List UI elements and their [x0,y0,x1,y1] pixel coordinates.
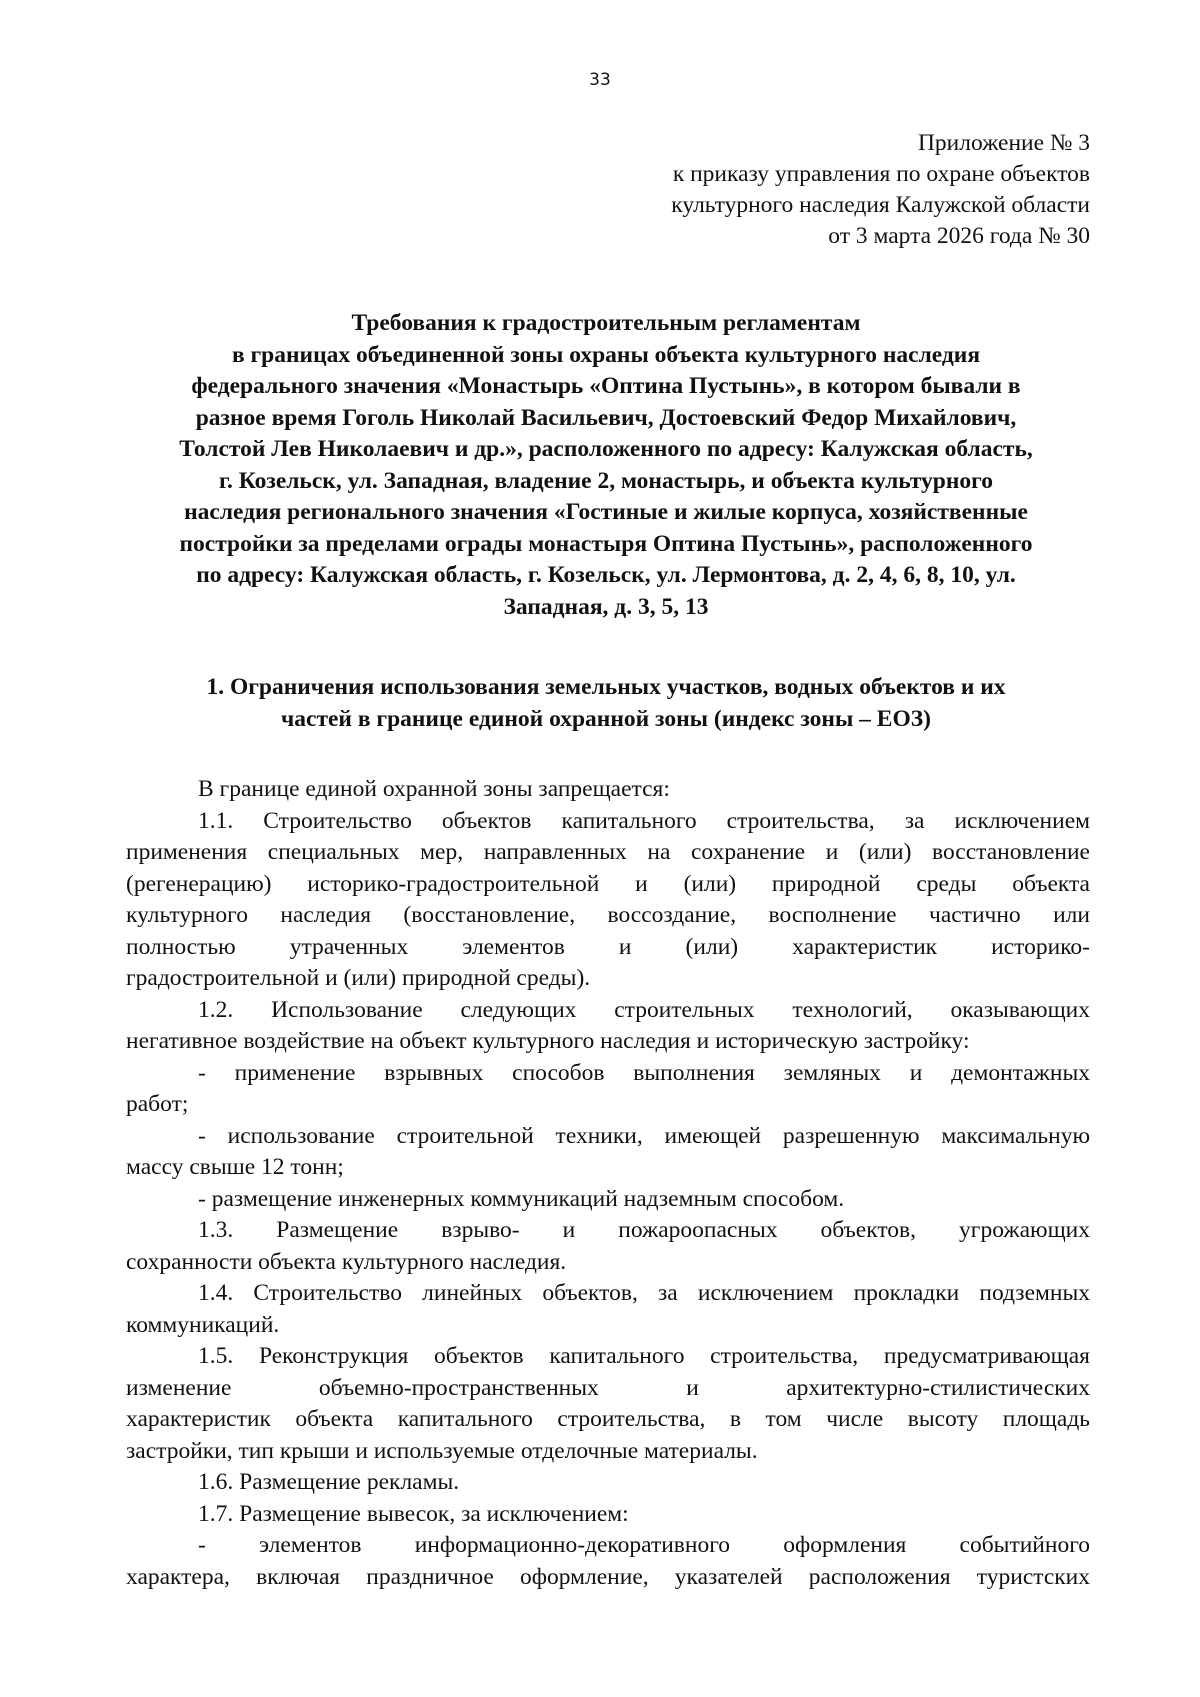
bullet-signs-text: характера, включая праздничное оформление, указателей расположения туристских [126,1563,1090,1590]
item-1-4: 1.4. Строительство линейных объектов, за исключением прокладки подземных [198,1280,1090,1306]
item-1-2: 1.2. Использование следующих строительных технологий, оказывающих [198,996,1090,1023]
page-number: 33 [589,70,611,90]
section-1-body [126,774,1090,1593]
item-1-1-text: применения специальных мер, направленных на сохранение и (или) восстановление [126,839,1090,865]
appendix-line: к приказу управления по охране объектов [672,161,1090,187]
bullet-utilities: - размещение инженерных коммуникаций надземным способом. [198,1185,845,1212]
title-line: Толстой Лев Николаевич и др.», расположенного по адресу: Калужская область, [179,436,1033,462]
item-1-4-text: коммуникаций. [126,1311,280,1338]
appendix-line: от 3 марта 2026 года № 30 [828,223,1090,249]
item-1-1: 1.1. Строительство объектов капитального строительства, за исключением [198,807,1090,834]
item-1-1-text: культурного наследия (восстановление, воссоздание, восполнение частично или [126,902,1090,928]
bullet-machinery-text: массу свыше 12 тонн; [126,1154,344,1180]
intro-line: В границе единой охранной зоны запрещается: [198,776,670,802]
heading-line: 1. Ограничения использования земельных участков, водных объектов и их [206,674,1006,700]
item-1-3-text: сохранности объекта культурного наследия. [126,1248,567,1275]
item-1-5-text: характеристик объекта капитального строительства, в том числе высоту площадь [126,1406,1090,1432]
bullet-explosive-text: работ; [126,1091,189,1117]
item-1-1-text: градостроительной и (или) природной среды). [126,965,591,991]
title-line: разное время Гоголь Николай Васильевич, Достоевский Федор Михайлович, [195,404,1017,431]
title-line: по адресу: Калужская область, г. Козельск, ул. Лермонтова, д. 2, 4, 6, 8, 10, ул. [196,562,1016,588]
heading-line: частей в границе единой охранной зоны (индекс зоны – ЕОЗ) [281,705,931,732]
item-1-5-text: застройки, тип крыши и используемые отделочные материалы. [126,1437,758,1464]
item-1-2-text: негативное воздействие на объект культурного наследия и историческую застройку: [126,1028,970,1054]
title-line: наследия регионального значения «Гостиные и жилые корпуса, хозяйственные [184,499,1028,525]
appendix-line: Приложение № 3 [917,130,1090,156]
title-line: Западная, д. 3, 5, 13 [503,593,709,620]
appendix-line: культурного наследия Калужской области [671,192,1090,218]
title-line: постройки за пределами ограды монастыря Оптина Пустынь», расположенного [179,530,1033,557]
bullet-explosive: - применение взрывных способов выполнения земляных и демонтажных [198,1059,1090,1086]
section-1-heading [122,672,1090,735]
title-line: Требования к градостроительным регламентам [351,310,861,336]
bullet-signs: - элементов информационно-декоративного оформления событийного [198,1532,1090,1558]
title-line: в границах объединенной зоны охраны объекта культурного наследия [231,341,981,368]
item-1-5: 1.5. Реконструкция объектов капитального строительства, предусматривающая [198,1343,1090,1369]
item-1-3: 1.3. Размещение взрыво- и пожароопасных объектов, угрожающих [198,1217,1090,1243]
title-line: федерального значения «Монастырь «Оптина Пустынь», в котором бывали в [191,373,1021,399]
item-1-5-text: изменение объемно-пространственных и архитектурно-стилистических [126,1374,1090,1401]
title-line: г. Козельск, ул. Западная, владение 2, монастырь, и объекта культурного [218,467,994,494]
item-1-7: 1.7. Размещение вывесок, за исключением: [198,1500,629,1527]
bullet-machinery: - использование строительной техники, имеющей разрешенную максимальную [198,1122,1090,1149]
appendix-block [490,128,1090,252]
item-1-1-text: (регенерацию) историко-градостроительной и (или) природной среды объекта [126,870,1090,897]
item-1-6: 1.6. Размещение рекламы. [198,1469,460,1495]
document-title [122,308,1090,623]
item-1-1-text: полностью утраченных элементов и (или) характеристик историко- [126,933,1090,960]
